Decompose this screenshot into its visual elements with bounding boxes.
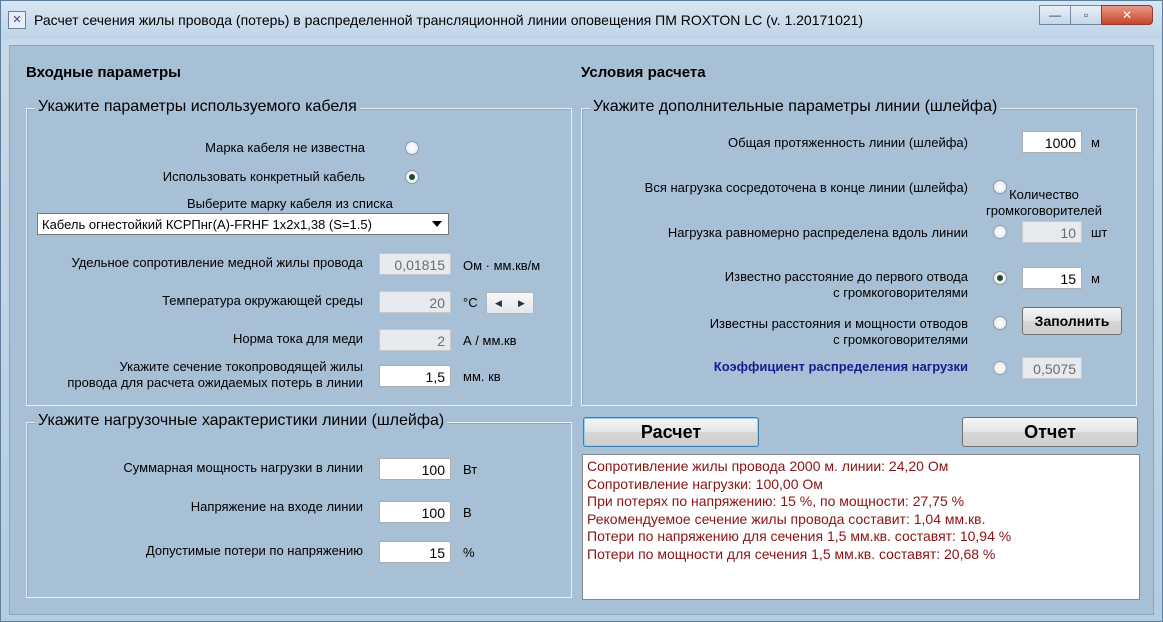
- line-length-unit: м: [1091, 135, 1100, 150]
- temperature-field[interactable]: 20: [379, 291, 451, 313]
- cross-section-label-line1: Укажите сечение токопроводящей жилы: [119, 359, 363, 374]
- cross-section-field[interactable]: 1,5: [379, 365, 451, 387]
- end-load-label: Вся нагрузка сосредоточена в конце линии (шлейфа): [644, 180, 968, 195]
- current-norm-unit: А / мм.кв: [463, 333, 517, 348]
- specific-cable-label: Использовать конкретный кабель: [162, 169, 365, 184]
- resistivity-unit: Ом · мм.кв/м: [463, 258, 541, 273]
- client-area: [9, 45, 1154, 615]
- result-line: Потери по мощности для сечения 1,5 мм.кв. составят: 20,68 %: [587, 545, 996, 562]
- first-tap-label-line2: с громкоговорителями: [833, 285, 968, 300]
- cross-section-label-line2: провода для расчета ожидаемых потерь в линии: [67, 375, 363, 390]
- first-tap-field[interactable]: 15: [1022, 267, 1082, 289]
- temperature-unit: °C: [463, 295, 478, 310]
- temperature-label: Температура окружающей среды: [162, 293, 363, 308]
- power-unit: Вт: [463, 462, 478, 477]
- minimize-button[interactable]: —: [1039, 5, 1071, 25]
- speakers-count-label-line2: громкоговорителей: [985, 203, 1103, 218]
- close-button[interactable]: ✕: [1101, 5, 1153, 25]
- speakers-count-unit: шт: [1091, 225, 1108, 240]
- voltage-label: Напряжение на входе линии: [190, 499, 363, 514]
- loss-field[interactable]: 15: [379, 541, 451, 563]
- uniform-load-radio[interactable]: [993, 225, 1007, 239]
- first-tap-unit: м: [1091, 271, 1100, 286]
- resistivity-label: Удельное сопротивление медной жилы провода: [71, 255, 363, 270]
- window-controls: [1040, 5, 1153, 25]
- uniform-load-label: Нагрузка равномерно распределена вдоль линии: [667, 225, 968, 240]
- voltage-field[interactable]: 100: [379, 501, 451, 523]
- result-line: При потерях по напряжению: 15 %, по мощности: 27,75 %: [587, 493, 965, 510]
- load-params-group: [26, 412, 572, 598]
- report-button[interactable]: Отчет: [962, 417, 1138, 447]
- coef-radio[interactable]: [993, 361, 1007, 375]
- coef-label: Коэффициент распределения нагрузки: [713, 359, 968, 374]
- current-norm-label: Норма тока для меди: [232, 331, 363, 346]
- speakers-count-label-line1: Количество: [1009, 187, 1079, 202]
- results-output[interactable]: [582, 454, 1140, 600]
- cable-group-label: Укажите параметры используемого кабеля: [35, 98, 360, 116]
- voltage-unit: В: [463, 505, 472, 520]
- unknown-cable-label: Марка кабеля не известна: [205, 140, 365, 155]
- unknown-cable-radio[interactable]: [405, 141, 419, 155]
- input-params-title: Входные параметры: [26, 64, 181, 81]
- first-tap-radio[interactable]: [993, 271, 1007, 285]
- window-title: Расчет сечения жилы провода (потерь) в распределенной трансляционной линии оповещения ПМ ROXTON LC (v. 1.20171021): [34, 12, 864, 28]
- result-line: Сопротивление жилы провода 2000 м. линии: 24,20 Ом: [587, 458, 949, 474]
- taps-known-label-line1: Известны расстояния и мощности отводов: [709, 316, 968, 331]
- cable-type-dropdown[interactable]: [37, 213, 449, 235]
- result-line: Сопротивление нагрузки: 100,00 Ом: [587, 475, 823, 492]
- cable-params-group: [26, 98, 572, 406]
- calc-conditions-title: Условия расчета: [581, 64, 706, 81]
- chevron-down-icon: [432, 221, 442, 227]
- speakers-count-field[interactable]: 10: [1022, 221, 1082, 243]
- power-label: Суммарная мощность нагрузки в линии: [123, 460, 363, 475]
- current-norm-field[interactable]: 2: [379, 329, 451, 351]
- resistivity-field[interactable]: 0,01815: [379, 253, 451, 275]
- cable-select-label: Выберите марку кабеля из списка: [187, 196, 393, 211]
- power-field[interactable]: 100: [379, 458, 451, 480]
- temperature-spinner[interactable]: [486, 292, 534, 314]
- spin-right-icon[interactable]: ▶: [518, 298, 525, 308]
- loss-unit: %: [463, 545, 475, 560]
- maximize-button[interactable]: ▫: [1070, 5, 1102, 25]
- fill-button[interactable]: Заполнить: [1022, 307, 1122, 335]
- first-tap-label-line1: Известно расстояние до первого отвода: [724, 269, 968, 284]
- result-line: Потери по напряжению для сечения 1,5 мм.кв. составят: 10,94 %: [587, 528, 1012, 545]
- title-bar[interactable]: [1, 1, 1162, 39]
- specific-cable-radio[interactable]: [405, 170, 419, 184]
- cable-type-value: Кабель огнестойкий КСРПнг(А)-FRHF 1х2х1,38 (S=1.5): [42, 217, 372, 232]
- spin-left-icon[interactable]: ◀: [495, 298, 502, 308]
- line-params-group: [581, 98, 1137, 406]
- load-group-label: Укажите нагрузочные характеристики линии (шлейфа): [35, 412, 447, 430]
- line-length-field[interactable]: 1000: [1022, 131, 1082, 153]
- taps-known-label-line2: с громкоговорителями: [833, 332, 968, 347]
- line-group-label: Укажите дополнительные параметры линии (шлейфа): [590, 98, 1000, 116]
- cross-section-unit: мм. кв: [463, 369, 501, 384]
- result-line: Рекомендуемое сечение жилы провода составит: 1,04 мм.кв.: [587, 510, 986, 527]
- calc-button[interactable]: Расчет: [583, 417, 759, 447]
- app-icon: ✕: [8, 11, 26, 29]
- loss-label: Допустимые потери по напряжению: [145, 543, 363, 558]
- taps-known-radio[interactable]: [993, 316, 1007, 330]
- line-length-label: Общая протяженность линии (шлейфа): [728, 135, 968, 150]
- coef-field[interactable]: 0,5075: [1022, 357, 1082, 379]
